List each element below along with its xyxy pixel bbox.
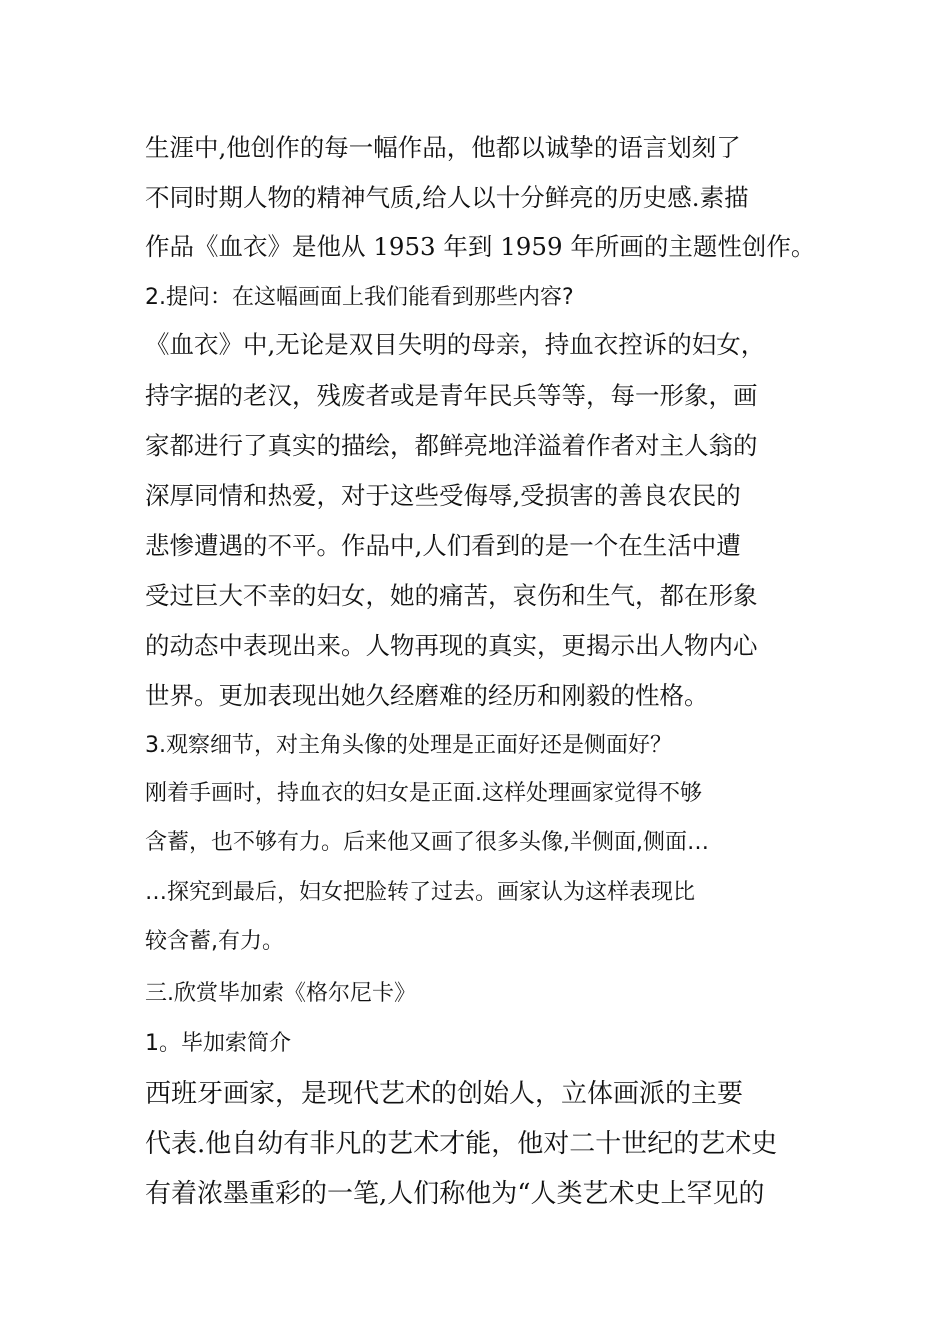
paragraph-line: 深厚同情和热爱，对于这些受侮辱,受损害的善良农民的 <box>145 481 741 510</box>
paragraph-line: 生涯中,他创作的每一幅作品，他都以诚挚的语言划刻了 <box>145 133 741 162</box>
paragraph-line: 西班牙画家，是现代艺术的创始人，立体画派的主要 <box>145 1079 744 1109</box>
paragraph-line: 家都进行了真实的描绘，都鲜亮地洋溢着作者对主人翁的 <box>145 431 758 460</box>
paragraph-line: …探究到最后，妇女把脸转了过去。画家认为这样表现比 <box>145 880 696 905</box>
paragraph-line: 代表.他自幼有非凡的艺术才能，他对二十世纪的艺术史 <box>145 1129 778 1159</box>
paragraph-line: 《血衣》中,无论是双目失明的母亲，持血衣控诉的妇女， <box>145 330 766 359</box>
paragraph-line: 的动态中表现出来。人物再现的真实，更揭示出人物内心 <box>145 631 758 660</box>
paragraph-line: 有着浓墨重彩的一笔,人们称他为“人类艺术史上罕见的 <box>145 1179 765 1209</box>
paragraph-line: 含蓄，也不够有力。后来他又画了很多头像,半侧面,侧面… <box>145 830 709 855</box>
paragraph-line: 作品《血衣》是他从 1953 年到 1959 年所画的主题性创作。 <box>145 232 816 261</box>
paragraph-line: 悲惨遭遇的不平。作品中,人们看到的是一个在生活中遭 <box>145 531 741 560</box>
section-heading: 三.欣赏毕加索《格尔尼卡》 <box>145 981 416 1006</box>
question-heading: 2.提问：在这幅画面上我们能看到那些内容? <box>145 285 574 310</box>
subsection-heading: 1。毕加索简介 <box>145 1031 291 1056</box>
paragraph-line: 刚着手画时，持血衣的妇女是正面.这样处理画家觉得不够 <box>145 781 702 806</box>
question-heading: 3.观察细节，对主角头像的处理是正面好还是侧面好？ <box>145 733 672 758</box>
paragraph-line: 世界。更加表现出她久经磨难的经历和刚毅的性格。 <box>145 681 709 710</box>
paragraph-line: 不同时期人物的精神气质,给人以十分鲜亮的历史感.素描 <box>145 183 749 212</box>
paragraph-line: 持字据的老汉，残废者或是青年民兵等等，每一形象，画 <box>145 381 758 410</box>
paragraph-line: 较含蓄,有力。 <box>145 929 284 954</box>
paragraph-line: 受过巨大不幸的妇女，她的痛苦，哀伤和生气，都在形象 <box>145 581 758 610</box>
